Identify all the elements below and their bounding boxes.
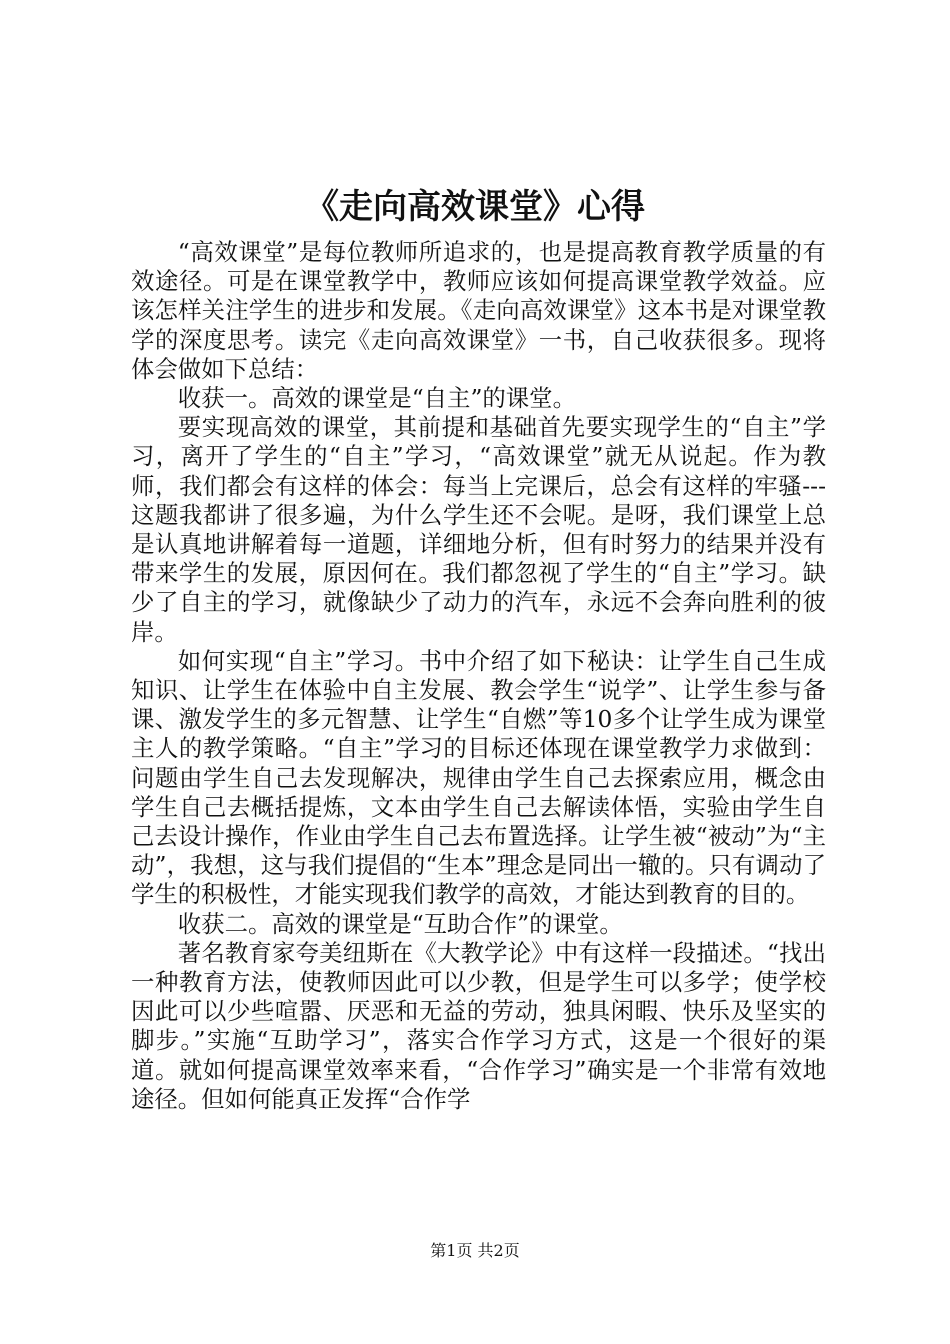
document-title: 《走向高效课堂》心得 bbox=[305, 187, 645, 227]
paragraph-heading-gain-one: 收获一。高效的课堂是“自主”的课堂。 bbox=[177, 384, 576, 413]
paragraph-autonomy: 要实现高效的课堂，其前提和基础首先要实现学生的“自主”学习，离开了学生的“自主”学习，“高效课堂”就无从说起。作为教师，我们都会有这样的体会：每当上完课后，总会有这样的牢骚---这题我都讲了很多遍，为什么学生还不会呢。是呀，我们课堂上总是认真地讲解着每一道题，详细地分析，但有时努力的结果并没有带来学生的发展，原因何在。我们都忽视了学生的“自主”学习。缺少了自主的学习，就像缺少了动力的汽车，永远不会奔向胜利的彼岸。 bbox=[131, 413, 826, 646]
paragraph-intro: “高效课堂”是每位教师所追求的，也是提高教育教学质量的有效途径。可是在课堂教学中，教师应该如何提高课堂教学效益。应该怎样关注学生的进步和发展。《走向高效课堂》这本书是对课堂教学的深度思考。读完《走向高效课堂》一书，自己收获很多。现将体会做如下总结： bbox=[131, 238, 826, 383]
paragraph-heading-gain-two: 收获二。高效的课堂是“互助合作”的课堂。 bbox=[177, 909, 623, 938]
document-body bbox=[131, 238, 826, 1114]
page-footer: 第1页 共2页 bbox=[430, 1241, 520, 1260]
paragraph-how-autonomy: 如何实现“自主”学习。书中介绍了如下秘诀：让学生自己生成知识、让学生在体验中自主发展、教会学生“说学”、让学生参与备课、激发学生的多元智慧、让学生“自燃”等10多个让学生成为课堂主人的教学策略。“自主”学习的目标还体现在课堂教学力求做到：问题由学生自己去发现解决，规律由学生自己去探索应用，概念由学生自己去概括提炼，文本由学生自己去解读体悟，实验由学生自己去设计操作，作业由学生自己去布置选择。让学生被“被动”为“主动”，我想，这与我们提倡的“生本”理念是同出一辙的。只有调动了学生的积极性，才能实现我们教学的高效，才能达到教育的目的。 bbox=[131, 646, 826, 909]
paragraph-cooperation: 著名教育家夸美纽斯在《大教学论》中有这样一段描述。“找出一种教育方法，使教师因此可以少教，但是学生可以多学；使学校因此可以少些喧嚣、厌恶和无益的劳动，独具闲暇、快乐及坚实的脚步。”实施“互助学习”，落实合作学习方式，这是一个很好的渠道。就如何提高课堂效率来看，“合作学习”确实是一个非常有效地途径。但如何能真正发挥“合作学 bbox=[131, 938, 826, 1113]
